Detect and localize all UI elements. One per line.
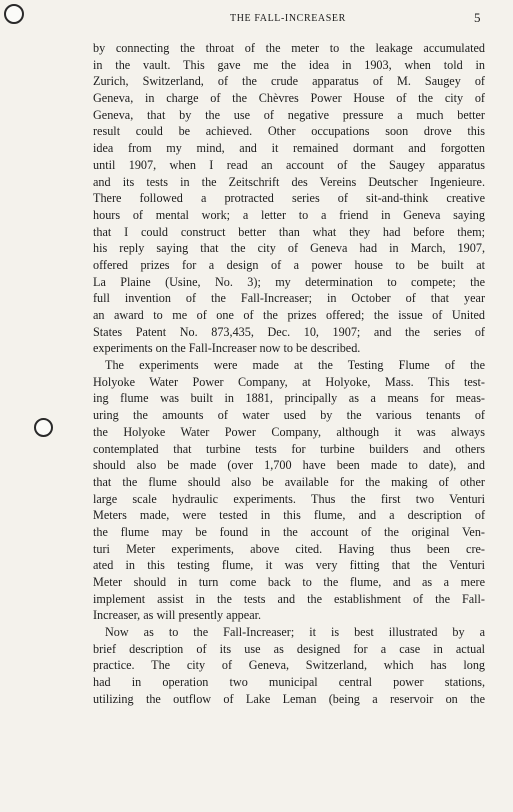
page-number: 5	[474, 10, 481, 25]
text-line: brief description of its use as designed for a case in actual	[93, 641, 485, 656]
text-line: turi Meter experiments, above cited. Having thus been cre-	[93, 541, 485, 556]
text-line: large scale hydraulic experiments. Thus the first two Venturi	[93, 491, 485, 506]
text-line: offered prizes for a design of a power house to be built at	[93, 257, 485, 272]
text-line: an award to me of one of the prizes offered; the issue of United	[93, 308, 485, 322]
text-line: Geneva, that by the use of negative pressure a much better	[93, 107, 485, 122]
punch-hole	[4, 4, 24, 24]
text-line: Increaser, as will presently appear.	[93, 608, 262, 623]
text-line: States Patent No. 873,435, Dec. 10, 1907; and the series of	[93, 324, 485, 339]
text-line: until 1907, when I read an account of the Saugey apparatus	[93, 157, 485, 172]
text-line: The experiments were made at the Testing Flume of the	[105, 358, 485, 373]
text-line: hours of mental work; a letter to a friend in Geneva saying	[93, 207, 485, 222]
running-title: THE FALL-INCREASER	[230, 13, 346, 24]
text-line: practice. The city of Geneva, Switzerland, which has long	[93, 658, 485, 673]
text-line: idea from my mind, and it remained dormant and forgotten	[93, 141, 485, 156]
text-line: that the flume should also be available for the making of other	[93, 474, 485, 489]
text-line: Geneva, in charge of the Chèvres Power House of the city of	[93, 91, 485, 106]
text-line: ing flume was built in 1881, principally as a means for meas-	[93, 391, 485, 406]
text-line: full invention of the Fall-Increaser; in October of that year	[93, 291, 485, 306]
text-line: the Holyoke Water Power Company, although it was always	[93, 424, 485, 439]
text-line: ated in this testing flume, it was very fitting that the Venturi	[93, 558, 485, 573]
text-line: by connecting the throat of the meter to the leakage accumulated	[93, 41, 485, 55]
text-line: in the vault. This gave me the idea in 1903, when told in	[93, 57, 485, 72]
text-line: uring the amounts of water used by the various tenants of	[93, 408, 485, 423]
text-line: Now as to the Fall-Increaser; it is best illustrated by a	[105, 625, 485, 640]
text-line: should also be made (over 1,700 have been made to date), and	[93, 458, 485, 473]
text-line: contemplated that turbine tests for turbine builders and others	[93, 441, 485, 456]
text-line: utilizing the outflow of Lake Leman (being a reservoir on the	[93, 691, 485, 706]
text-line: result could be achieved. Other occupations soon drove this	[93, 124, 485, 139]
text-line: and its tests in the Zeitschrift des Vereins Deutscher Ingenieure.	[93, 174, 485, 189]
text-line: Zurich, Switzerland, of the crude apparatus of M. Saugey of	[93, 74, 485, 89]
text-line: experiments on the Fall-Increaser now to be described.	[93, 341, 361, 356]
text-line: Holyoke Water Power Company, at Holyoke, Mass. This test-	[93, 374, 485, 389]
text-line: implement assist in the tests and the establishment of the Fall-	[93, 591, 485, 606]
punch-hole	[34, 418, 53, 437]
text-line: Meter should in turn come back to the flume, and as a mere	[93, 575, 485, 589]
text-line: Meters made, were tested in this flume, and a description of	[93, 508, 485, 523]
body-text	[93, 40, 485, 708]
text-line: the flume may be found in the account of the original Ven-	[93, 524, 485, 539]
text-line: that I could construct better than what they had before them;	[93, 224, 485, 239]
text-line: his reply saying that the city of Geneva had in March, 1907,	[93, 241, 485, 256]
text-line: La Plaine (Usine, No. 3); my determination to compete; the	[93, 274, 485, 289]
text-line: There followed a protracted series of sit-and-think creative	[93, 191, 485, 206]
text-line: had in operation two municipal central power stations,	[93, 675, 485, 690]
